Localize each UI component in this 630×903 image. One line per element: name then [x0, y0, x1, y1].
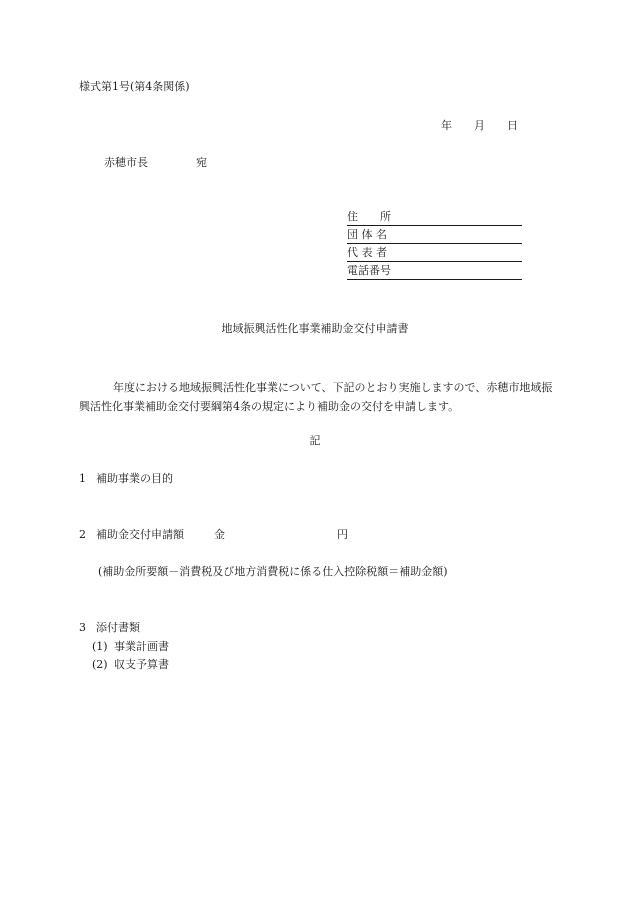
attachment-item	[92, 640, 169, 654]
item-1-number: 1	[79, 472, 86, 485]
ki-heading: 記	[309, 434, 321, 447]
phone-field	[347, 264, 522, 280]
attachment-label: 収支予算書	[114, 658, 169, 671]
addressee-name: 赤穂市長	[104, 156, 148, 169]
item-3-number: 3	[79, 621, 86, 634]
body-paragraph	[79, 378, 559, 416]
phone-label: 電話番号	[347, 264, 391, 277]
address-field	[347, 210, 522, 226]
attachment-label: 事業計画書	[114, 640, 169, 653]
date-day: 日	[507, 119, 518, 132]
representative-label: 代 表 者	[347, 246, 387, 259]
item-3	[79, 621, 140, 635]
representative-field	[347, 246, 522, 262]
date-line	[441, 119, 518, 133]
item-2-label: 補助金交付申請額	[96, 528, 184, 541]
form-number: 様式第1号(第4条関係)	[79, 80, 190, 93]
group-name-field	[347, 228, 522, 244]
body-text: 年度における地域振興活性化事業について、下記のとおり実施しますので、赤穂市地域振興活性化事業補助金交付要綱第4条の規定により補助金の交付を申請します。	[79, 381, 553, 413]
yen-label: 円	[337, 528, 348, 541]
group-name-label: 団 体 名	[347, 228, 387, 241]
item-1	[79, 472, 173, 486]
item-2-number: 2	[79, 528, 86, 541]
amount-note: (補助金所要額－消費税及び地方消費税に係る仕入控除税額＝補助金額)	[98, 565, 448, 578]
document-title: 地域振興活性化事業補助金交付申請書	[221, 322, 409, 335]
applicant-block	[347, 210, 522, 282]
kin-label: 金	[214, 528, 225, 541]
attachment-number: (2)	[92, 658, 108, 671]
item-3-label: 添付書類	[96, 621, 140, 634]
addressee-suffix: 宛	[196, 156, 207, 169]
attachment-number: (1)	[92, 640, 108, 653]
addressee	[104, 156, 207, 170]
date-month: 月	[474, 119, 485, 132]
item-2	[79, 528, 348, 542]
attachment-item	[92, 658, 169, 672]
item-1-label: 補助事業の目的	[96, 472, 173, 485]
date-year: 年	[441, 119, 452, 132]
address-label: 住 所	[347, 210, 391, 223]
